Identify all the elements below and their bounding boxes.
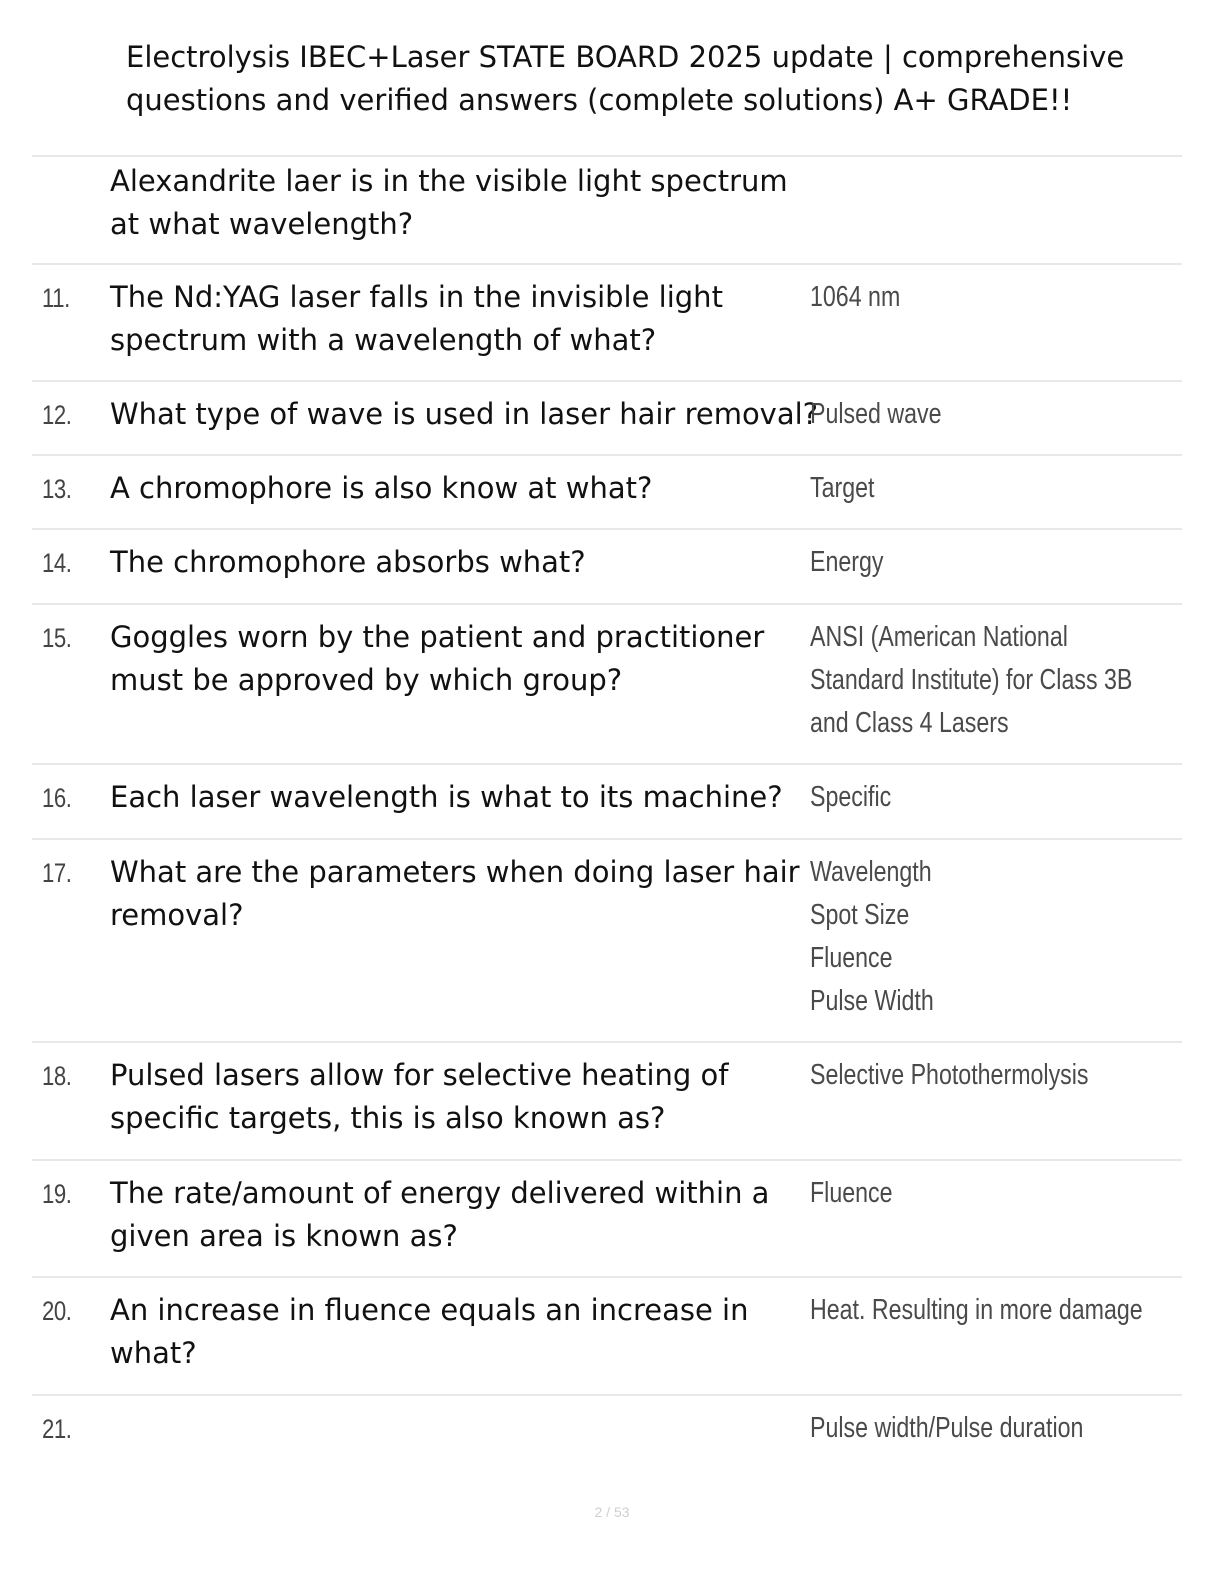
question-text: Goggles worn by the patient and practitioner must be approved by which group? [110,620,765,697]
question-text: Alexandrite laer is in the visible light spectrum at what wavelength? [110,164,788,241]
qa-row [32,1041,1182,1161]
qa-row [32,1159,1182,1278]
answer-text: Fluence [810,1177,893,1209]
question-text: What type of wave is used in laser hair removal? [110,397,819,431]
answer-text: Pulsed wave [810,398,942,430]
question-text: The Nd:YAG laser falls in the invisible light spectrum with a wavelength of what? [110,280,723,357]
question-number: 21. [42,1414,72,1444]
answer-text: Pulse width/Pulse duration [810,1412,1084,1444]
question-number: 15. [42,623,72,653]
question-text: An increase in fluence equals an increase in what? [110,1293,749,1370]
question-text: The rate/amount of energy delivered within a given area is known as? [110,1176,770,1253]
qa-row [32,763,1182,840]
answer-text: Target [810,472,875,504]
qa-row [32,838,1182,1043]
question-number: 13. [42,474,72,504]
question-number: 16. [42,783,72,813]
question-text: Each laser wavelength is what to its machine? [110,780,783,814]
question-number: 19. [42,1179,72,1209]
answer-text: Wavelength Spot Size Fluence Pulse Width [810,856,934,1017]
answer-text: Selective Photothermolysis [810,1059,1089,1091]
question-number: 14. [42,548,72,578]
qa-row [32,454,1182,530]
answer-text: ANSI (American National Standard Institute) for Class 3B and Class 4 Lasers [810,621,1133,739]
answer-text: 1064 nm [810,281,901,313]
page-number: 2 / 53 [594,1504,630,1520]
qa-row [32,528,1182,605]
qa-row [32,1394,1182,1476]
qa-row [32,603,1182,765]
question-text: Pulsed lasers allow for selective heating of specific targets, this is also known as? [110,1058,729,1135]
answer-text: Heat. Resulting in more damage [810,1294,1143,1326]
question-number: 18. [42,1061,72,1091]
question-text: A chromophore is also know at what? [110,471,653,505]
document-title: Electrolysis IBEC+Laser STATE BOARD 2025 update | comprehensive questions and verified answers (complete solutions) A+ GRADE!! [126,40,1125,117]
question-number: 20. [42,1296,72,1326]
question-number: 11. [42,283,70,313]
qa-row [32,380,1182,456]
qa-row [32,1276,1182,1396]
question-number: 17. [42,858,72,888]
question-number: 12. [42,400,72,430]
question-text: What are the parameters when doing laser hair removal? [110,855,800,932]
answer-text: Specific [810,781,892,813]
qa-row [32,263,1182,382]
question-text: The chromophore absorbs what? [110,545,586,579]
qa-row [32,155,1182,265]
answer-text: Energy [810,546,884,578]
